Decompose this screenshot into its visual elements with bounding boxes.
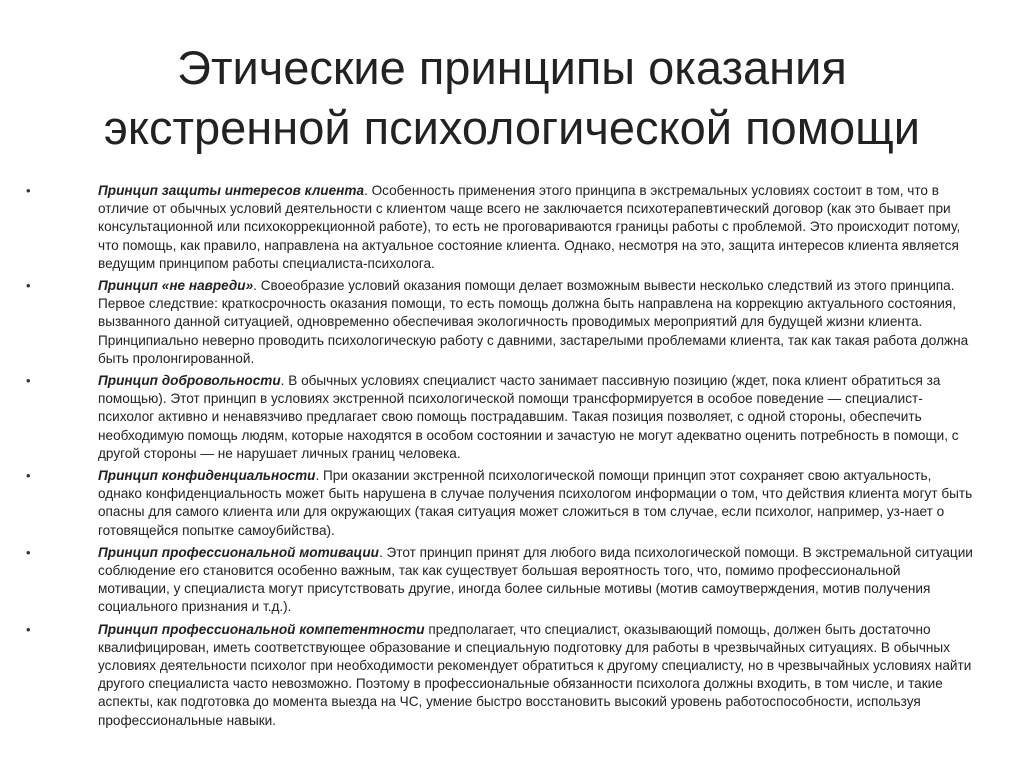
principle-term: Принцип профессиональной мотивации bbox=[98, 544, 379, 560]
principle-term: Принцип защиты интересов клиента bbox=[98, 183, 365, 198]
bullet-icon: • bbox=[26, 544, 31, 560]
list-item bbox=[26, 544, 974, 617]
principle-text: . В обычных условиях специалист часто занимает пассивную позицию (ждет, пока клиент обратиться за помощью). Этот принцип в условиях экстренной психологической помощи трансформируется в особое поведение — специалист-психолог активно и ненавязчиво предлагает свою помощь пострадавшим. Такая позиция позволяет, с одной стороны, обеспечить необходимую помощь людям, которые находятся в особом состоянии и зачастую не могут адекватно оценить потребность в помощи, с другой стороны — не нарушает личных границ человека. bbox=[98, 373, 959, 461]
principles-list bbox=[26, 182, 974, 734]
principle-term: Принцип профессиональной компетентности bbox=[98, 621, 425, 637]
bullet-icon: • bbox=[26, 183, 31, 198]
principle-text: . Особенность применения этого принципа в экстремальных условиях состоит в том, что в отличие от обычных условий деятельности с клиентом чаще всего не заключается психотерапевтический договор (как это бывает при консультационной или психокоррекционной работе), то есть не проговариваются границы работы с проблемой. Это происходит потому, что помощь, как правило, направлена на актуальное состояние клиента. Однако, несмотря на это, защита интересов клиента является ведущим принципом работы специалиста-психолога. bbox=[98, 183, 961, 271]
bullet-icon: • bbox=[26, 621, 31, 637]
list-item bbox=[26, 467, 974, 540]
title-line-1: Этические принципы оказания bbox=[177, 41, 847, 94]
bullet-icon: • bbox=[26, 468, 31, 484]
principle-term: Принцип «не навреди» bbox=[98, 278, 254, 294]
principle-term: Принцип конфиденциальности bbox=[98, 468, 316, 484]
principle-text: . Своеобразие условий оказания помощи делает возможным вывести несколько следствий из этого принципа. Первое следствие: краткосрочность оказания помощи, то есть помощь должна быть направлена на коррекцию актуального состояния, вызванного данной ситуацией, одновременно обеспечивая экологичность проводимых мероприятий для будущей жизни клиента. Принципиально неверно проводить психологическую работу с давними, застарелыми проблемами клиента, так как такая работа должна быть пролонгированной. bbox=[98, 278, 969, 366]
bullet-icon: • bbox=[26, 373, 31, 389]
list-item bbox=[26, 277, 974, 368]
list-item bbox=[26, 621, 974, 730]
list-item bbox=[26, 372, 974, 463]
title-line-2: экстренной психологической помощи bbox=[103, 101, 921, 154]
principle-text: предполагает, что специалист, оказывающий помощь, должен быть достаточно квалифицирован, иметь соответствующее образование и специальную подготовку для работы в чрезвычайных ситуациях. В обычных условиях деятельности психолог при необходимости рекомендует обратиться к другому специалисту, но в чрезвычайных условиях найти другого специалиста часто невозможно. Поэтому в профессиональные обязанности психолога должны входить, в том числе, и такие аспекты, как подготовка до момента выезда на ЧС, умение быстро восстановить высокий уровень работоспособности, используя профессиональные навыки. bbox=[98, 621, 972, 728]
principle-text: . Этот принцип принят для любого вида психологической помощи. В экстремальной ситуации соблюдение его становится особенно важным, так как существует большая вероятность того, что, помимо профессиональной мотивации, у специалиста могут присутствовать другие, иногда более сильные мотивы (мотив самоутверждения, мотив получения социального признания и т.д.). bbox=[98, 544, 973, 615]
principle-term: Принцип добровольности bbox=[98, 373, 281, 389]
principle-text: . При оказании экстренной психологической помощи принцип этот сохраняет свою актуальность, однако конфиденциальность может быть нарушена в случае получения психологом информации о том, что действия клиента могут быть опасны для самого клиента или для окружающих (такая ситуация может сложиться в том случае, если психолог, например, уз-нает о готовящейся попытке самоубийства). bbox=[98, 468, 973, 538]
slide-title bbox=[60, 38, 964, 158]
bullet-icon: • bbox=[26, 278, 31, 294]
list-item bbox=[26, 182, 974, 273]
